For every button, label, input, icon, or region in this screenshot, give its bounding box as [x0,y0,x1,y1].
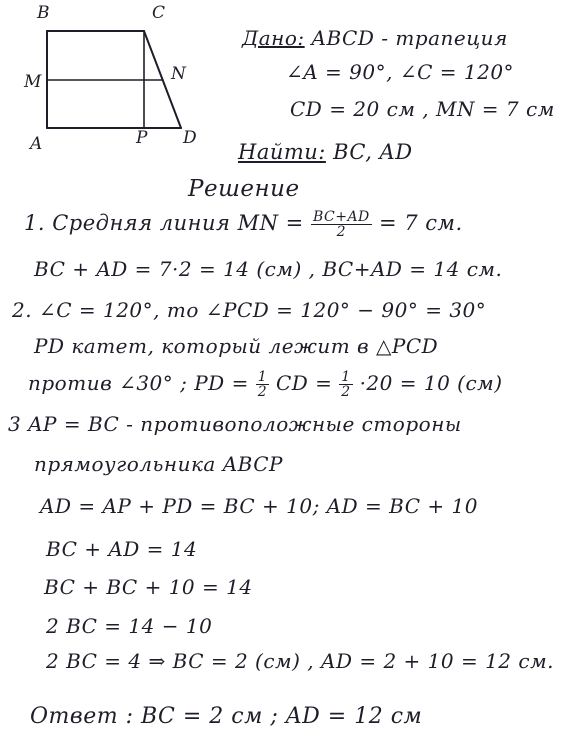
step-1-fraction [311,210,372,239]
answer-line: Ответ : BC = 2 см ; AD = 12 см [30,704,423,729]
step-2-fraction-1 [256,370,269,399]
find-text: BC, AD [333,140,413,164]
step-2-line-3-start: против ∠30° ; PD = [28,371,249,395]
label-c: C [152,3,166,23]
step-1-fraction-numerator: BC+AD [312,209,370,225]
step-2-fraction-2-denominator: 2 [341,384,351,400]
step-3-line-1: 3 AP = BC - противоположные стороны [8,412,462,436]
find-title: Найти: [238,140,326,164]
step-3-line-2: прямоугольника ABCP [34,452,283,476]
find-line [238,140,413,164]
step-2-line-3 [28,370,503,399]
given-title: Дано: [242,26,305,50]
label-p: P [136,128,148,148]
given-figure-type: ABCD - трапеция [311,26,508,50]
step-2-line-3-middle: CD = [275,371,333,395]
step-2-line-3-end: ·20 = 10 (см) [359,371,503,395]
step-2-fraction-1-denominator: 2 [257,384,268,400]
step-3-line-6: 2 BC = 14 − 10 [46,614,213,638]
step-3-line-7: 2 BC = 4 ⇒ BC = 2 (см) , AD = 2 + 10 = 12 см. [46,649,555,673]
solution-title: Решение [188,176,300,202]
step-1-fraction-denominator: 2 [336,224,347,240]
step-1-prefix: 1. Средняя линия MN = [24,211,304,235]
given-line-3: CD = 20 см , MN = 7 см [290,97,555,121]
step-3-line-3: AD = AP + PD = BC + 10; AD = BC + 10 [40,494,478,518]
given-line-1 [242,26,508,50]
step-1-suffix: = 7 см. [378,211,463,235]
step-2-line-1: 2. ∠C = 120°, то ∠PCD = 120° − 90° = 30° [12,298,487,322]
label-b: B [37,3,50,23]
step-1-line-2: BC + AD = 7·2 = 14 (см) , BC+AD = 14 см. [34,257,503,281]
label-a: A [30,134,43,154]
step-3-line-4: BC + AD = 14 [46,537,198,561]
step-3-line-5: BC + BC + 10 = 14 [44,575,253,599]
step-2-fraction-2-numerator: 1 [341,369,351,385]
given-line-2: ∠A = 90°, ∠C = 120° [286,60,515,84]
step-1-line-1 [24,210,463,239]
label-n: N [171,64,186,84]
step-2-fraction-1-numerator: 1 [257,369,268,385]
label-m: M [24,72,42,92]
label-d: D [183,128,197,148]
step-2-line-2: PD катет, который лежит в △PCD [34,334,439,358]
step-2-fraction-2 [339,370,352,399]
